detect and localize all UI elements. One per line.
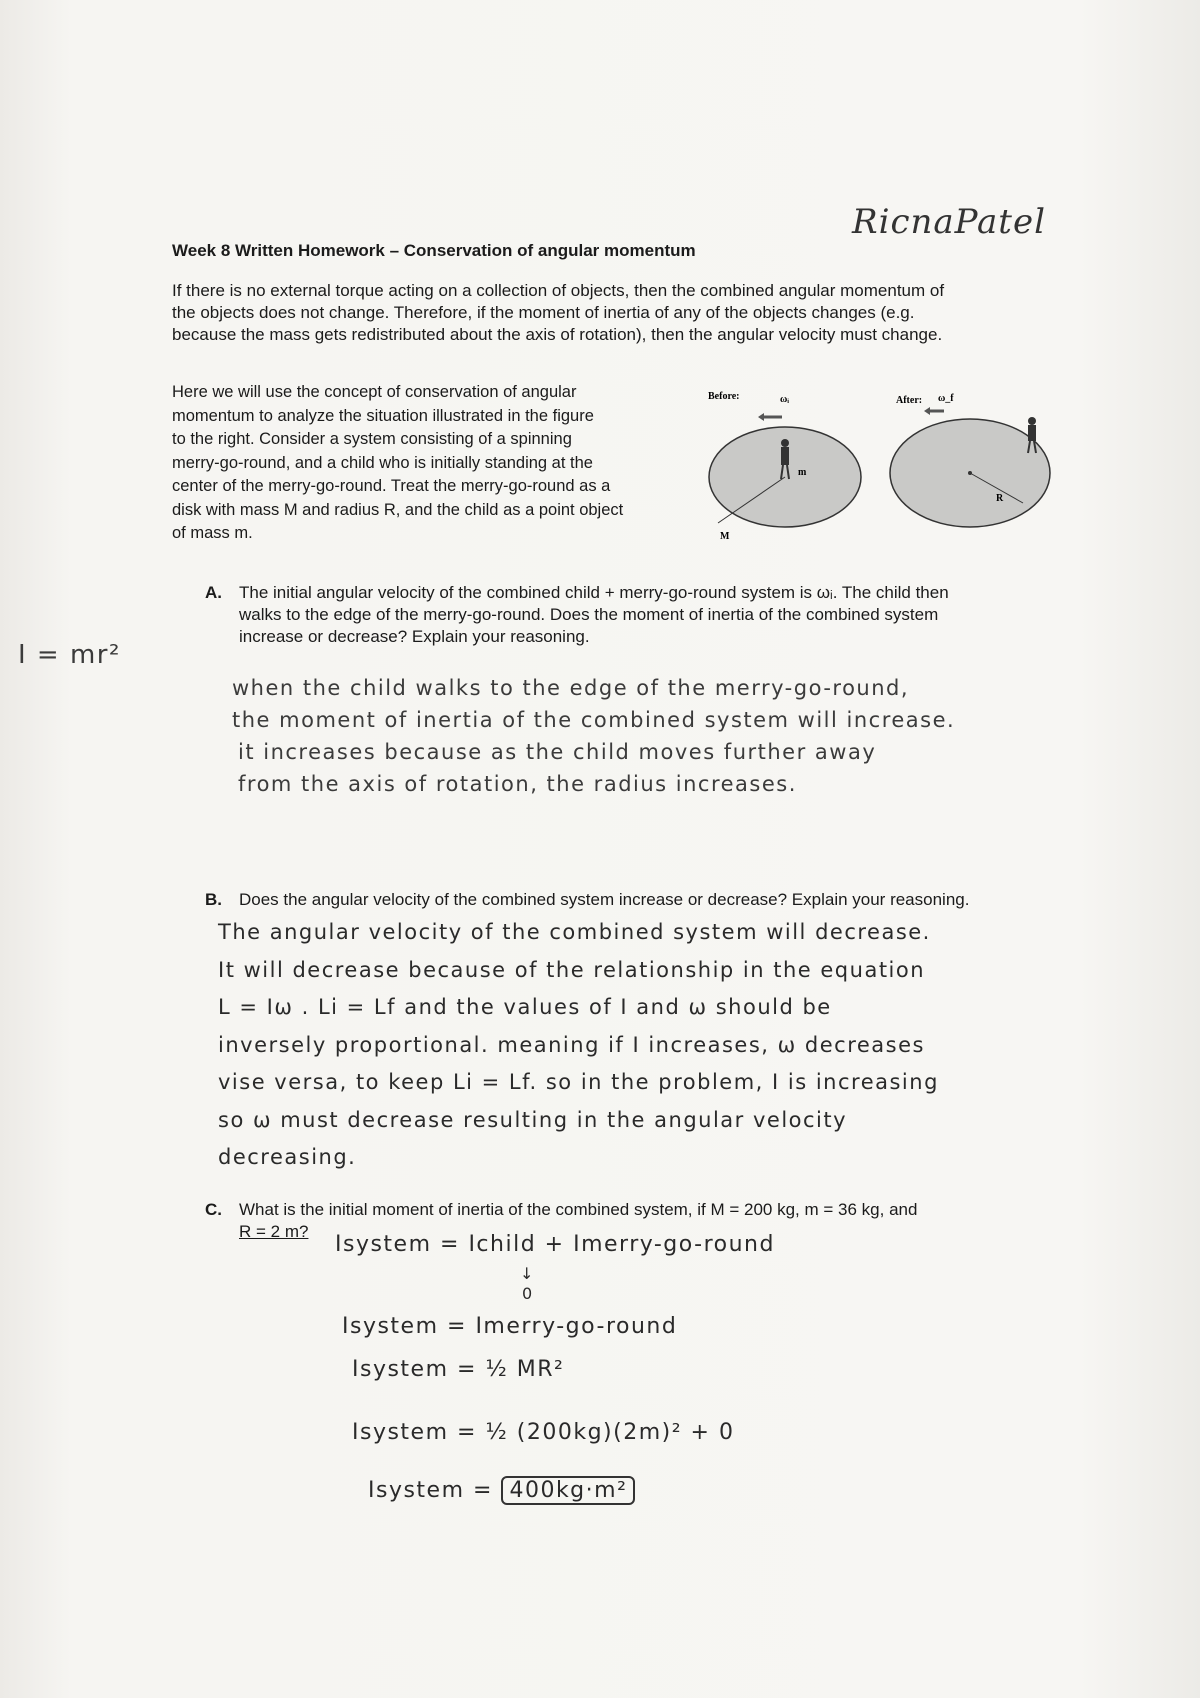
work-eq3: Isystem = ½ MR²: [352, 1357, 565, 1382]
student-signature: RicnaPatel: [852, 202, 1046, 242]
question-b-letter: B.: [205, 890, 222, 909]
question-c-text-line: What is the initial moment of inertia of the combined system, if M = 200 kg, m = 36 kg, and: [239, 1200, 918, 1219]
omega-f-label: ω_f: [938, 393, 954, 404]
setup-line: Here we will use the concept of conservation of angular: [172, 383, 577, 401]
work-eq5: [368, 1478, 635, 1503]
intro-line: because the mass gets redistributed about the axis of rotation), then the angular velocity must change.: [172, 325, 943, 344]
setup-line: momentum to analyze the situation illustrated in the figure: [172, 406, 594, 425]
radius-label: R: [996, 493, 1004, 504]
setup-paragraph: [172, 381, 692, 546]
child-mass-label: m: [798, 467, 807, 478]
work-eq5-prefix: Isystem =: [368, 1478, 502, 1503]
margin-note: I = mr²: [18, 640, 121, 670]
setup-line: to the right. Consider a system consisting of a spinning: [172, 430, 572, 448]
work-zero: 0: [522, 1284, 534, 1303]
final-answer-box: 400kg·m²: [501, 1476, 635, 1505]
answer-b-line: so ω must decrease resulting in the angular velocity: [218, 1107, 848, 1132]
answer-a-line: it increases because as the child moves further away: [238, 740, 877, 764]
answer-a: [232, 672, 955, 800]
answer-a-line: the moment of inertia of the combined system will increase.: [232, 708, 956, 732]
answer-a-line: from the axis of rotation, the radius increases.: [238, 772, 797, 796]
question-b: [205, 889, 1105, 911]
intro-line: If there is no external torque acting on a collection of objects, then the combined angular momentum of: [172, 281, 945, 300]
answer-b-line: It will decrease because of the relationship in the equation: [218, 957, 926, 982]
question-c-text-line: R = 2 m?: [239, 1222, 309, 1241]
setup-line: center of the merry-go-round. Treat the merry-go-round as a: [172, 477, 611, 495]
after-label: After:: [896, 395, 923, 406]
disk-mass-label: M: [720, 531, 730, 542]
question-a-text-line: The initial angular velocity of the combined child + merry-go-round system is ωᵢ. The child then: [239, 583, 949, 602]
setup-line: merry-go-round, and a child who is initially standing at the: [172, 453, 593, 472]
answer-b-line: inversely proportional. meaning if I increases, ω decreases: [218, 1032, 925, 1057]
answer-b-line: vise versa, to keep Li = Lf. so in the problem, I is increasing: [218, 1070, 939, 1094]
before-label: Before:: [708, 391, 740, 402]
page-title: Week 8 Written Homework – Conservation of angular momentum: [172, 241, 696, 260]
answer-a-line: when the child walks to the edge of the merry-go-round,: [232, 676, 910, 700]
answer-b-line: decreasing.: [218, 1145, 357, 1169]
omega-i-label: ωᵢ: [780, 394, 790, 405]
setup-line: disk with mass M and radius R, and the child as a point object: [172, 500, 624, 519]
question-a-text-line: walks to the edge of the merry-go-round. Does the moment of inertia of the combined system: [239, 605, 939, 624]
question-a-letter: A.: [205, 583, 222, 602]
work-eq2: Isystem = Imerry-go-round: [342, 1314, 678, 1339]
setup-line: of mass m.: [172, 524, 253, 542]
answer-b-line: L = Iω . Li = Lf and the values of I and ω should be: [218, 995, 832, 1019]
question-a-text-line: increase or decrease? Explain your reasoning.: [239, 627, 590, 646]
merry-go-round-figure: [700, 385, 1060, 545]
question-a: [205, 582, 1105, 648]
work-eq4: Isystem = ½ (200kg)(2m)² + 0: [352, 1420, 735, 1445]
answer-b-line: The angular velocity of the combined system will decrease.: [218, 920, 931, 944]
question-b-text: Does the angular velocity of the combined system increase or decrease? Explain your reasoning.: [239, 890, 970, 909]
intro-paragraph: [172, 280, 1072, 346]
work-eq1: Isystem = Ichild + Imerry-go-round: [335, 1232, 775, 1257]
work-arrow: ↓: [520, 1264, 535, 1283]
question-c-letter: C.: [205, 1200, 222, 1219]
answer-b: [218, 914, 939, 1177]
intro-line: the objects does not change. Therefore, if the moment of inertia of any of the objects changes (e.g.: [172, 303, 915, 322]
